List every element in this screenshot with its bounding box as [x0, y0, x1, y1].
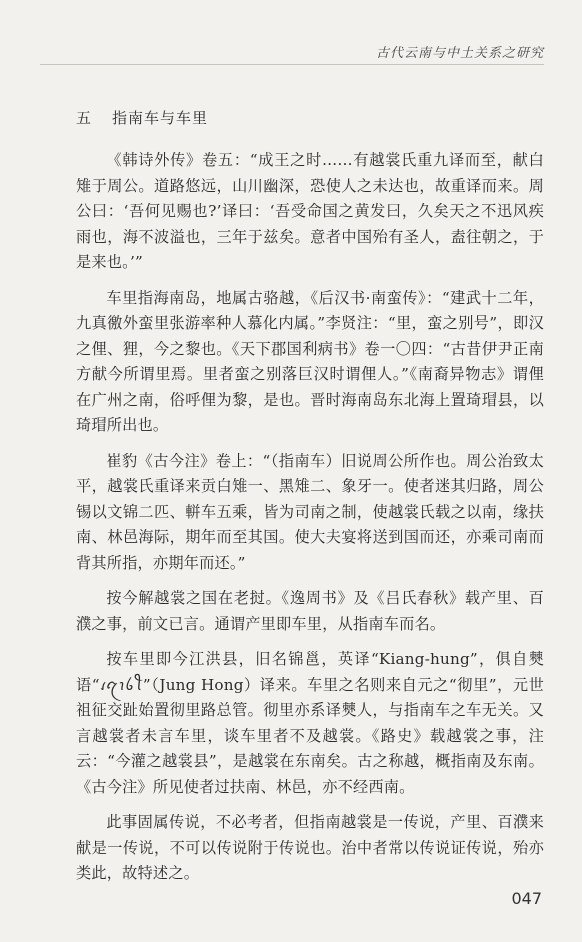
section-number: 五	[76, 109, 93, 127]
paragraph-3: 崔豹《古今注》卷上：“（指南车）旧说周公所作也。周公治致太平，越裳氏重译来贡白雉一、黑雉二、象牙一。使者迷其归路，周公锡以文锦二匹、軿车五乘，皆为司南之制，使越裳氏载之以南，缘扶南、林邑海际，期年而至其国。使大夫宴将送到国而还，亦乘司南而背其所指，亦期年而还。”	[76, 451, 544, 572]
section-heading	[76, 107, 208, 128]
page-number: 047	[511, 889, 542, 908]
section-title: 指南车与车里	[112, 109, 209, 127]
header-rule	[40, 64, 544, 65]
running-header: 古代云南与中土关系之研究	[375, 46, 544, 61]
paragraph-1: 《韩诗外传》卷五：“成王之时……有越裳氏重九译而至，献白雉于周公。道路悠远，山川幽深，恐使人之未达也，故重译而来。周公曰：‘吾何见赐也?’译曰：‘吾受命国之黄发曰，久矣天之不迅风疾雨也，海不波溢也，三年于兹矣。意者中国殆有圣人，盍往朝之，于是来也。’”	[76, 151, 544, 271]
body-text	[76, 148, 544, 897]
paragraph-5: 按车里即今江洪县，旧名锦邕，英译“Kiang-hung”，俱自僰语“ꪹꪋꪱꪉꪻ”（Jung Hong）译来。车里之名则来自元之“彻里”，元世祖征交趾始置彻里路总管。彻里亦系译僰人，与指南车之车无关。又言越裳者未言车里，谈车里者不及越裳。《路史》载越裳之事，注云：“今灌之越裳县”，是越裳在东南矣。古之称越，概指南及东南。《古今注》所见使者过扶南、林邑，亦不经西南。	[76, 650, 544, 796]
paragraph-4: 按今解越裳之国在老挝。《逸周书》及《吕氏春秋》载产里、百濮之事，前文已言。通谓产里即车里，从指南车而名。	[76, 589, 544, 633]
paragraph-6: 此事固属传说，不必考者，但指南越裳是一传说，产里、百濮来献是一传说，不可以传说附于传说也。治中者常以传说证传说，殆亦类此，故特述之。	[76, 813, 544, 882]
paragraph-2: 车里指海南岛，地属古骆越，《后汉书·南蛮传》：“建武十二年，九真徼外蛮里张游率种人慕化内属。”李贤注：“里，蛮之别号”，即汉之俚、狸，今之黎也。《天下郡国利病书》卷一〇四：“古昔伊尹正南方献今所谓里焉。里者蛮之别落巨汉时谓俚人。”《南裔异物志》谓俚在广州之南，俗呼俚为黎，是也。晋时海南岛东北海上置琦瑁县，以琦瑁所出也。	[76, 288, 544, 434]
